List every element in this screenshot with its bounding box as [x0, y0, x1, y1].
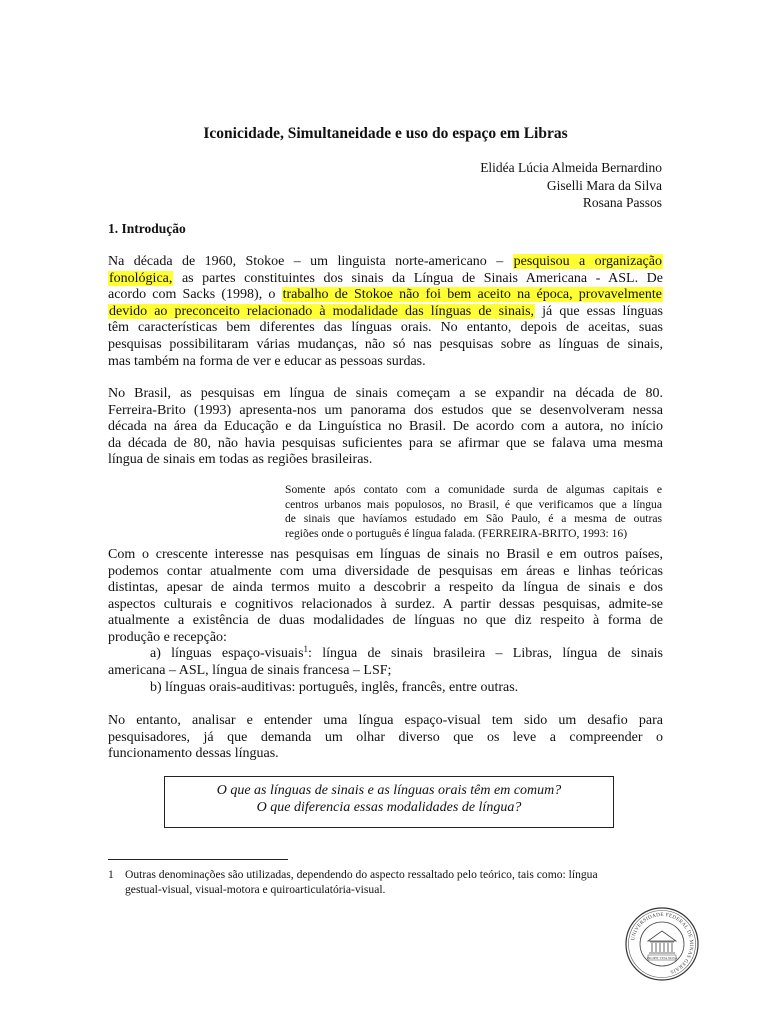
paragraph-line: Ferreira-Brito (1993) apresenta-nos um panorama dos estudos que se desenvolveram nessa [108, 402, 663, 418]
paragraph-line: acordo com Sacks (1998), o trabalho de Stokoe não foi bem aceito na época, provavelmente [108, 287, 662, 303]
footnote-line: Outras denominações são utilizadas, dependendo do aspecto ressaltado pelo teórico, tais como: língua [125, 868, 598, 881]
paragraph-line: pesquisadores, já que demanda um olhar diverso que os leve a compreender o [108, 729, 663, 745]
paragraph-line: funcionamento dessas línguas. [108, 746, 279, 762]
footnote-ref: 1 [303, 644, 309, 654]
author-list [480, 159, 662, 212]
paragraph-1 [108, 254, 663, 370]
paragraph-line: devido ao preconceito relacionado à modalidade das línguas de sinais, já que essas línguas [109, 303, 663, 319]
paragraph-2 [108, 386, 663, 469]
quote-line: de sinais que havíamos estudado em São Paulo, é a mesma de outras [285, 512, 662, 526]
highlight: fonológica, [109, 270, 173, 286]
highlight: trabalho de Stokoe não foi bem aceito na época, provavelmente [282, 287, 662, 303]
block-quote [285, 483, 662, 541]
paragraph-4 [108, 713, 663, 763]
paragraph-line: podemos contar atualmente com uma diversidade de pesquisas em áreas e linhas teóricas [108, 563, 663, 579]
paragraph-line: distintas, apesar de ainda termos muito a descobrir a respeito da língua de sinais e dos [108, 580, 663, 596]
highlight: devido ao preconceito relacionado à modalidade das línguas de sinais, [109, 303, 535, 319]
svg-text:INCIPIT VITA NOVA: INCIPIT VITA NOVA [646, 956, 678, 960]
quote-line: centros urbanos mais populosos, no Brasil, é que verificamos que a língua [285, 497, 662, 511]
paragraph-line: da década de 80, não havia pesquisas suficientes para se afirmar que se falava uma mesma [108, 435, 663, 451]
section-heading: 1. Introdução [108, 221, 186, 236]
paragraph-line: pesquisas possibilitaram várias mudanças, não só nas pesquisas sobre as línguas de sinais, [108, 336, 663, 352]
question-line: O que as línguas de sinais e as línguas orais têm em comum? [216, 783, 562, 798]
quote-line: Somente após contato com a comunidade surda de algumas capitais e [285, 483, 662, 496]
paragraph-line: Com o crescente interesse nas pesquisas em línguas de sinais no Brasil e em outros países, [108, 547, 663, 562]
paragraph-line: Na década de 1960, Stokoe – um linguista norte-americano – pesquisou a organização [108, 254, 662, 269]
author-1: Elidéa Lúcia Almeida Bernardino [480, 160, 662, 175]
footnote-number: 1 [108, 868, 114, 881]
paragraph-line: língua de sinais em todas as regiões brasileiras. [108, 452, 373, 468]
paragraph-line: fonológica, as partes constituintes dos sinais da Língua de Sinais Americana - ASL. De [109, 270, 663, 286]
list-item-a: a) línguas espaço-visuais$^1$: língua de sinais brasileira – Libras, língua de sinais [150, 644, 663, 661]
footnote-line: gestual-visual, visual-motora e quiroarticulatória-visual. [125, 883, 386, 896]
paragraph-line: têm características bem diferentes das línguas orais. No entanto, depois de aceitas, suas [108, 320, 663, 336]
list-item-b: b) línguas orais-auditivas: português, inglês, francês, entre outras. [150, 680, 519, 695]
paragraph-line: década na área da Educação e da Linguística no Brasil. De acordo com a autora, no início [108, 419, 663, 435]
paragraph-line: aspectos culturais e cognitivos relacionados à surdez. A partir dessas pesquisas, admite-se [108, 596, 663, 612]
quote-line: regiões onde o português é língua falada. (FERREIRA-BRITO, 1993: 16) [285, 526, 628, 540]
author-3: Rosana Passos [582, 195, 662, 210]
university-seal-icon [624, 906, 700, 982]
highlight: pesquisou a organização [513, 254, 662, 269]
question-box [164, 776, 614, 828]
document-title: Iconicidade, Simultaneidade e uso do espaço em Libras [203, 125, 568, 142]
paragraph-3 [108, 547, 663, 647]
footnote-divider [108, 859, 288, 860]
paragraph-line: No entanto, analisar e entender uma língua espaço-visual tem sido um desafio para [108, 713, 663, 728]
paragraph-line: atualmente a existência de duas modalidades de línguas no que diz respeito à forma de [108, 613, 663, 629]
paragraph-line: No Brasil, as pesquisas em língua de sinais começam a se expandir na década de 80. [108, 386, 663, 401]
footnote [108, 867, 663, 897]
list-item-a-continuation: americana – ASL, língua de sinais francesa – LSF; [108, 663, 392, 678]
paragraph-line: mas também na forma de ver e educar as pessoas surdas. [108, 353, 426, 369]
question-line: O que diferencia essas modalidades de língua? [256, 800, 522, 815]
paragraph-line: produção e recepção: [108, 629, 227, 645]
author-2: Giselli Mara da Silva [546, 177, 662, 193]
svg-text:UNIVERSIDADE FEDERAL DE MINAS: UNIVERSIDADE FEDERAL DE MINAS GERAIS [630, 911, 695, 975]
